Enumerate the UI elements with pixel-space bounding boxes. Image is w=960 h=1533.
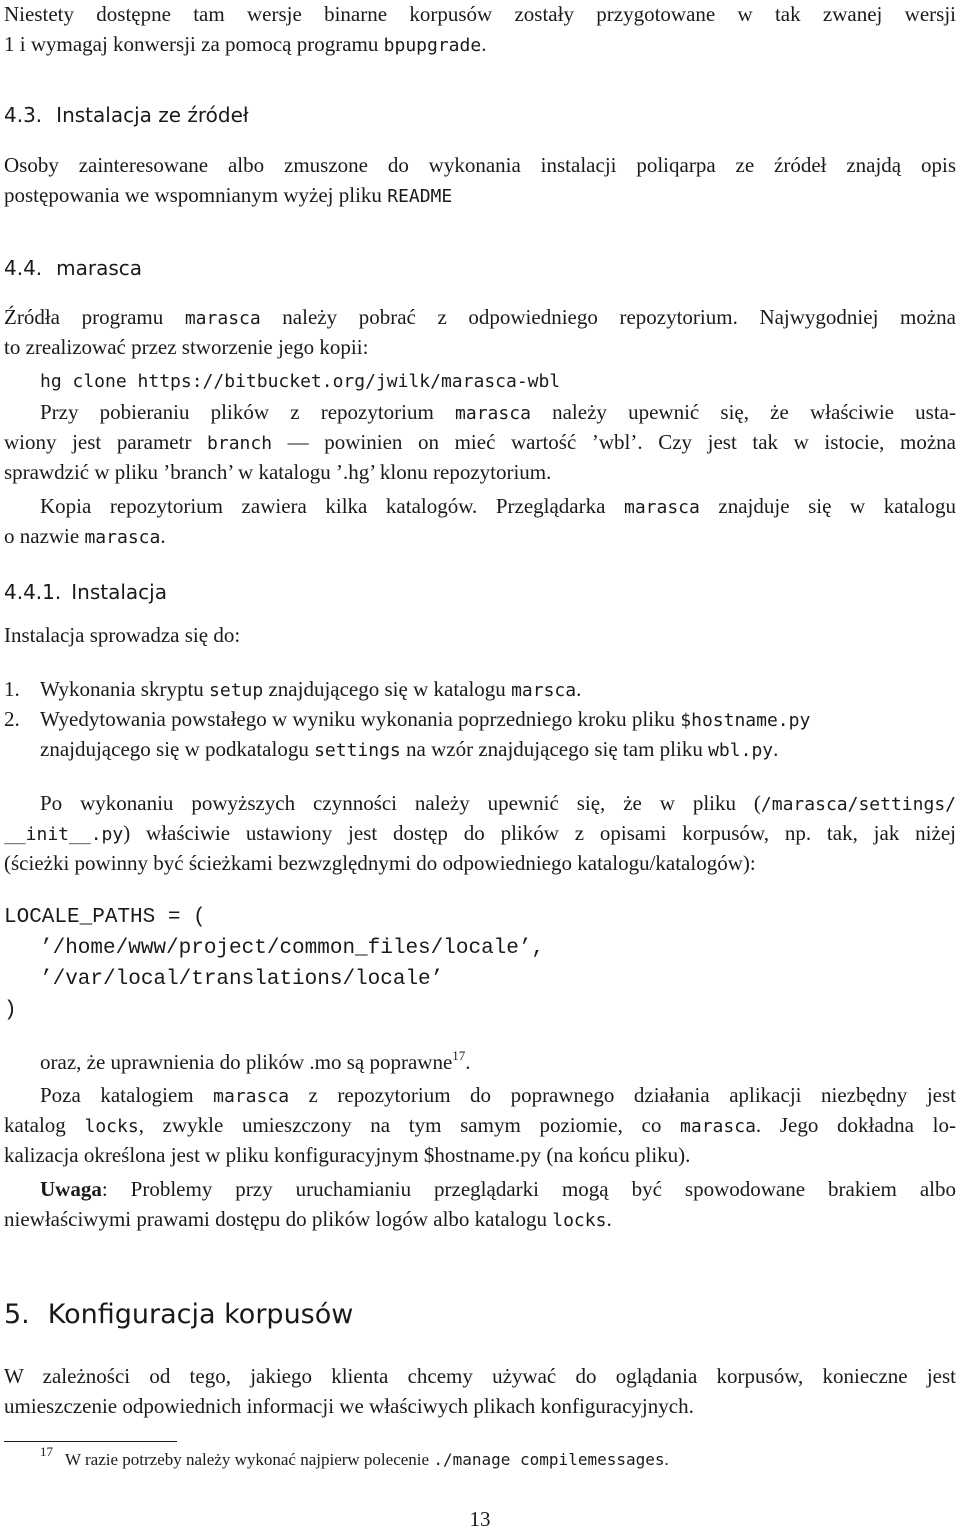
subsection-heading: 4.4.1. Instalacja — [4, 580, 167, 604]
code-inline: branch — [207, 433, 273, 454]
code-inline: locks — [552, 1210, 607, 1231]
code-line: LOCALE_PATHS = ( — [4, 906, 206, 929]
code-line: ) — [4, 999, 17, 1022]
paragraph-line: Po wykonaniu powyższych czynności należy upewnić się, że w pliku (/marasca/settings/ — [40, 791, 956, 815]
code-inline: $hostname.py — [680, 710, 811, 731]
code-inline: /marasca/settings/ — [760, 794, 956, 815]
paragraph-line: katalog locks, zwykle umieszczony na tym samym poziomie, co marasca. Jego dokładna lo- — [4, 1113, 957, 1137]
code-inline: marasca — [624, 497, 700, 518]
section-heading: 4.4. marasca — [4, 256, 143, 280]
paragraph-line: 1 i wymagaj konwersji za pomocą programu bpupgrade. — [4, 32, 487, 56]
paragraph-line: oraz, że uprawnienia do plików .mo są poprawne$^{17}$. — [40, 1048, 471, 1074]
list-item: 2. Wyedytowania powstałego w wyniku wykonania poprzedniego kroku pliku $hostname.py — [4, 707, 811, 731]
footnote: $^{17}$ W razie potrzeby należy wykonać najpierw polecenie ./manage compilemessages. — [40, 1444, 669, 1469]
paragraph-line: postępowania we wspomnianym wyżej pliku README — [4, 183, 453, 207]
code-inline: bpupgrade — [383, 35, 482, 56]
code-inline: marasca — [213, 1086, 290, 1107]
paragraph-line: o nazwie marasca. — [4, 524, 166, 548]
code-inline: marasca — [184, 308, 261, 329]
footnote-rule — [4, 1441, 177, 1442]
code-inline: __init__.py — [4, 824, 124, 845]
paragraph-line: umieszczenie odpowiednich informacji we właściwych plikach konfiguracyjnych. — [4, 1394, 694, 1418]
paragraph-line: to zrealizować przez stworzenie jego kopii: — [4, 335, 369, 359]
warning-line: niewłaściwymi prawami dostępu do plików logów albo katalogu locks. — [4, 1207, 612, 1231]
paragraph-line: kalizacja określona jest w pliku konfiguracyjnym $hostname.py (na końcu pliku). — [4, 1143, 691, 1167]
code-inline: marasca — [455, 403, 531, 424]
code-inline: settings — [314, 740, 401, 761]
paragraph-line: wiony jest parametr branch — powinien on mieć wartość ’wbl’. Czy jest tak w istocie, można — [4, 430, 956, 454]
paragraph-line: Przy pobieraniu plików z repozytorium marasca należy upewnić się, że właściwie usta- — [40, 400, 956, 424]
paragraph-line: Osoby zainteresowane albo zmuszone do wykonania instalacji poliqarpa ze źródeł znajdą opis — [4, 153, 956, 177]
paragraph-line: Poza katalogiem marasca z repozytorium do poprawnego działania aplikacji niezbędny jest — [40, 1083, 956, 1107]
code-inline: README — [387, 186, 453, 207]
warning-line: Uwaga: Problemy przy uruchamianiu przeglądarki mogą być spowodowane brakiem albo — [40, 1177, 956, 1201]
page-number: 13 — [469, 1507, 491, 1531]
paragraph-line: sprawdzić w pliku ’branch’ w katalogu ’.hg’ klonu repozytorium. — [4, 460, 552, 484]
paragraph-line: Źródła programu marasca należy pobrać z odpowiedniego repozytorium. Najwygodniej można — [4, 305, 957, 329]
code-inline: marasca — [84, 527, 161, 548]
code-inline: wbl.py — [708, 740, 774, 761]
paragraph-line: Instalacja sprowadza się do: — [4, 623, 241, 647]
paragraph-line: Kopia repozytorium zawiera kilka katalogów. Przeglądarka marasca znajduje się w katalogu — [40, 494, 957, 518]
footnote-mark: 17 — [452, 1048, 466, 1063]
paragraph-line: Niestety dostępne tam wersje binarne korpusów zostały przygotowane w tak zwanej wersji — [4, 2, 956, 26]
warning-label: Uwaga — [40, 1177, 102, 1201]
code-line: ’/var/local/translations/locale’ — [40, 968, 444, 991]
list-item-continuation: znajdującego się w podkatalogu settings na wzór znajdującego się tam pliku wbl.py. — [40, 737, 779, 761]
list-item: 1. Wykonania skryptu setup znajdującego się w katalogu marsca. — [4, 677, 582, 701]
footnote-mark: 17 — [40, 1444, 53, 1459]
code-inline: setup — [209, 680, 264, 701]
code-inline: marsca — [511, 680, 577, 701]
code-inline: ./manage compilemessages — [433, 1450, 665, 1469]
paragraph-line: __init__.py) właściwie ustawiony jest dostęp do plików z opisami korpusów, np. tak, jak niżej — [4, 821, 956, 845]
chapter-heading: 5. Konfiguracja korpusów — [4, 1299, 354, 1330]
code-line: ’/home/www/project/common_files/locale’, — [40, 937, 545, 960]
section-heading: 4.3. Instalacja ze źródeł — [4, 103, 249, 127]
code-inline: locks — [84, 1116, 139, 1137]
paragraph-line: (ścieżki powinny być ścieżkami bezwzględnymi do odpowiedniego katalogu/katalogów): — [4, 851, 756, 875]
paragraph-line: W zależności od tego, jakiego klienta chcemy używać do oglądania korpusów, konieczne jest — [4, 1364, 956, 1388]
code-inline: marasca — [680, 1116, 756, 1137]
command-line: hg clone https://bitbucket.org/jwilk/marasca-wbl — [40, 371, 561, 392]
